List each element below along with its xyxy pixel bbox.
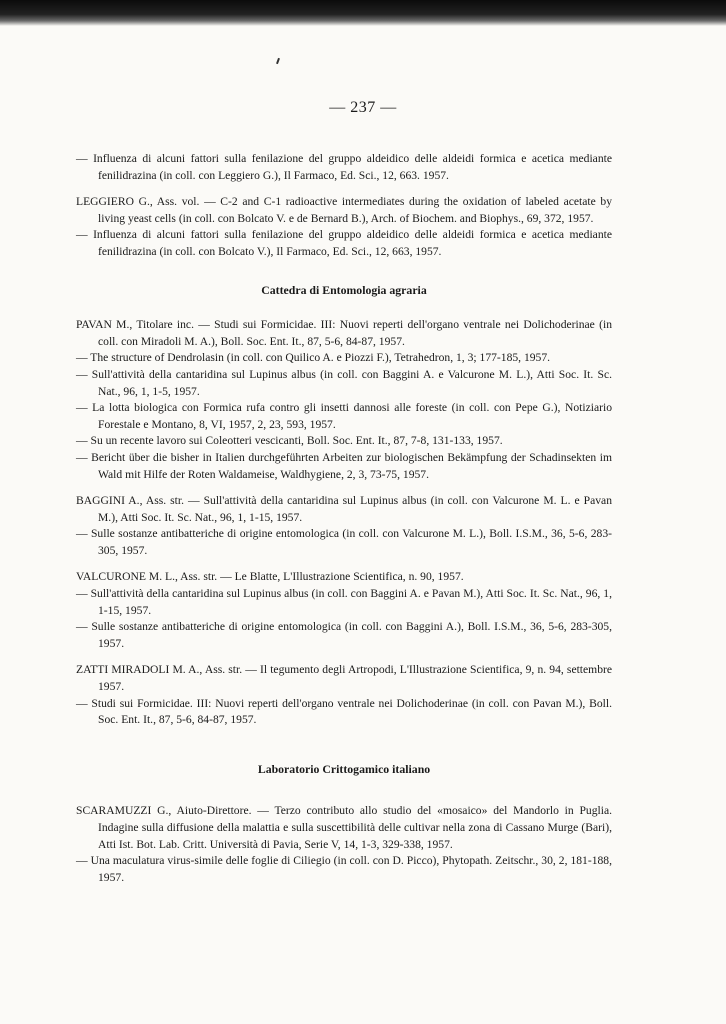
- bibliography-entry: — Sull'attività della cantaridina sul Lupinus albus (in coll. con Baggini A. e Pavan M.), Atti Soc. It. Sc. Nat., 96, 1, 1-15, 1957.: [76, 587, 612, 617]
- page-body: [76, 151, 612, 886]
- bibliography-entry: PAVAN M., Titolare inc. — Studi sui Formicidae. III: Nuovi reperti dell'organo ventrale nei Dolichoderinae (in coll. con Miradoli M. A.), Boll. Soc. Ent. It., 87, 5-6, 84-87, 1957.: [76, 318, 612, 348]
- bibliography-entry: — Influenza di alcuni fattori sulla fenilazione del gruppo aldeidico delle aldeidi formica e acetica mediante fenilidrazina (in coll. con Bolcato V.), Il Farmaco, Ed. Sci., 12, 663, 1957.: [76, 228, 612, 258]
- page-number: — 237 —: [329, 99, 397, 116]
- bibliography-entry: — Sulle sostanze antibatteriche di origine entomologica (in coll. con Baggini A.), Boll. I.S.M., 36, 5-6, 283-305, 1957.: [76, 620, 612, 650]
- bibliography-entry: — La lotta biologica con Formica rufa contro gli insetti dannosi alle foreste (in coll. con Pepe G.), Notiziario Forestale e Montano, 8, VI, 1957, 2, 23, 593, 1957.: [76, 401, 612, 431]
- bibliography-entry: — Una maculatura virus-simile delle foglie di Ciliegio (in coll. con D. Picco), Phytopath. Zeitschr., 30, 2, 181-188, 1957.: [76, 854, 612, 884]
- bibliography-entry: — The structure of Dendrolasin (in coll. con Quilico A. e Piozzi F.), Tetrahedron, 1, 3; 177-185, 1957.: [76, 351, 551, 365]
- section-heading: Cattedra di Entomologia agraria: [261, 282, 427, 297]
- bibliography-entry: SCARAMUZZI G., Aiuto-Direttore. — Terzo contributo allo studio del «mosaico» del Mandorlo in Puglia. Indagine sulla diffusione della malattia e sulla suscettibilità delle cultivar nella zona di Cassano Murge (Bari), Atti Ist. Bot. Lab. Critt. Università di Pavia, Serie V, 14, 1-3, 329-338, 1957.: [76, 804, 612, 851]
- section-heading: Laboratorio Crittogamico italiano: [257, 761, 431, 776]
- bibliography-entry: — Sulle sostanze antibatteriche di origine entomologica (in coll. con Valcurone M. L.), Boll. I.S.M., 36, 5-6, 283-305, 1957.: [76, 527, 612, 557]
- bibliography-entry: — Su un recente lavoro sui Coleotteri vescicanti, Boll. Soc. Ent. It., 87, 7-8, 131-133, 1957.: [76, 434, 503, 448]
- scan-speck: [276, 58, 280, 64]
- bibliography-entry: ZATTI MIRADOLI M. A., Ass. str. — Il tegumento degli Artropodi, L'Illustrazione Scientifica, 9, n. 94, settembre 1957.: [76, 663, 612, 694]
- bibliography-entry: — Influenza di alcuni fattori sulla fenilazione del gruppo aldeidico delle aldeidi formica e acetica mediante fenilidrazina (in coll. con Leggiero G.), Il Farmaco, Ed. Sci., 12, 663. 1957.: [76, 152, 612, 182]
- bibliography-entry: BAGGINI A., Ass. str. — Sull'attività della cantaridina sul Lupinus albus (in coll. con Valcurone M. L. e Pavan M.), Atti Soc. It. Sc. Nat., 96, 1, 1-15, 1957.: [76, 494, 612, 524]
- bibliography-entry: VALCURONE M. L., Ass. str. — Le Blatte, L'Illustrazione Scientifica, n. 90, 1957.: [76, 570, 464, 584]
- bibliography-entry: — Sull'attività della cantaridina sul Lupinus albus (in coll. con Baggini A. e Valcurone M. L.), Atti Soc. It. Sc. Nat., 96, 1, 1-5, 1957.: [76, 367, 612, 398]
- scan-edge: [0, 0, 726, 26]
- bibliography-entry: LEGGIERO G., Ass. vol. — C-2 and C-1 radioactive intermediates during the oxidation of labeled acetate by living yeast cells (in coll. con Bolcato V. e de Bernard B.), Arch. of Biochem. and Biophys., 69, 372, 1957.: [76, 195, 612, 225]
- bibliography-entry: — Studi sui Formicidae. III: Nuovi reperti dell'organo ventrale nei Dolichoderinae (in coll. con Pavan M.), Boll. Soc. Ent. It., 87, 5-6, 84-87, 1957.: [76, 696, 612, 727]
- bibliography-entry: — Bericht über die bisher in Italien durchgeführten Arbeiten zur biologischen Bekämpfung der Schadinsekten im Wald mit Hilfe der Roten Waldameise, Waldhygiene, 2, 3, 73-75, 1957.: [76, 450, 612, 481]
